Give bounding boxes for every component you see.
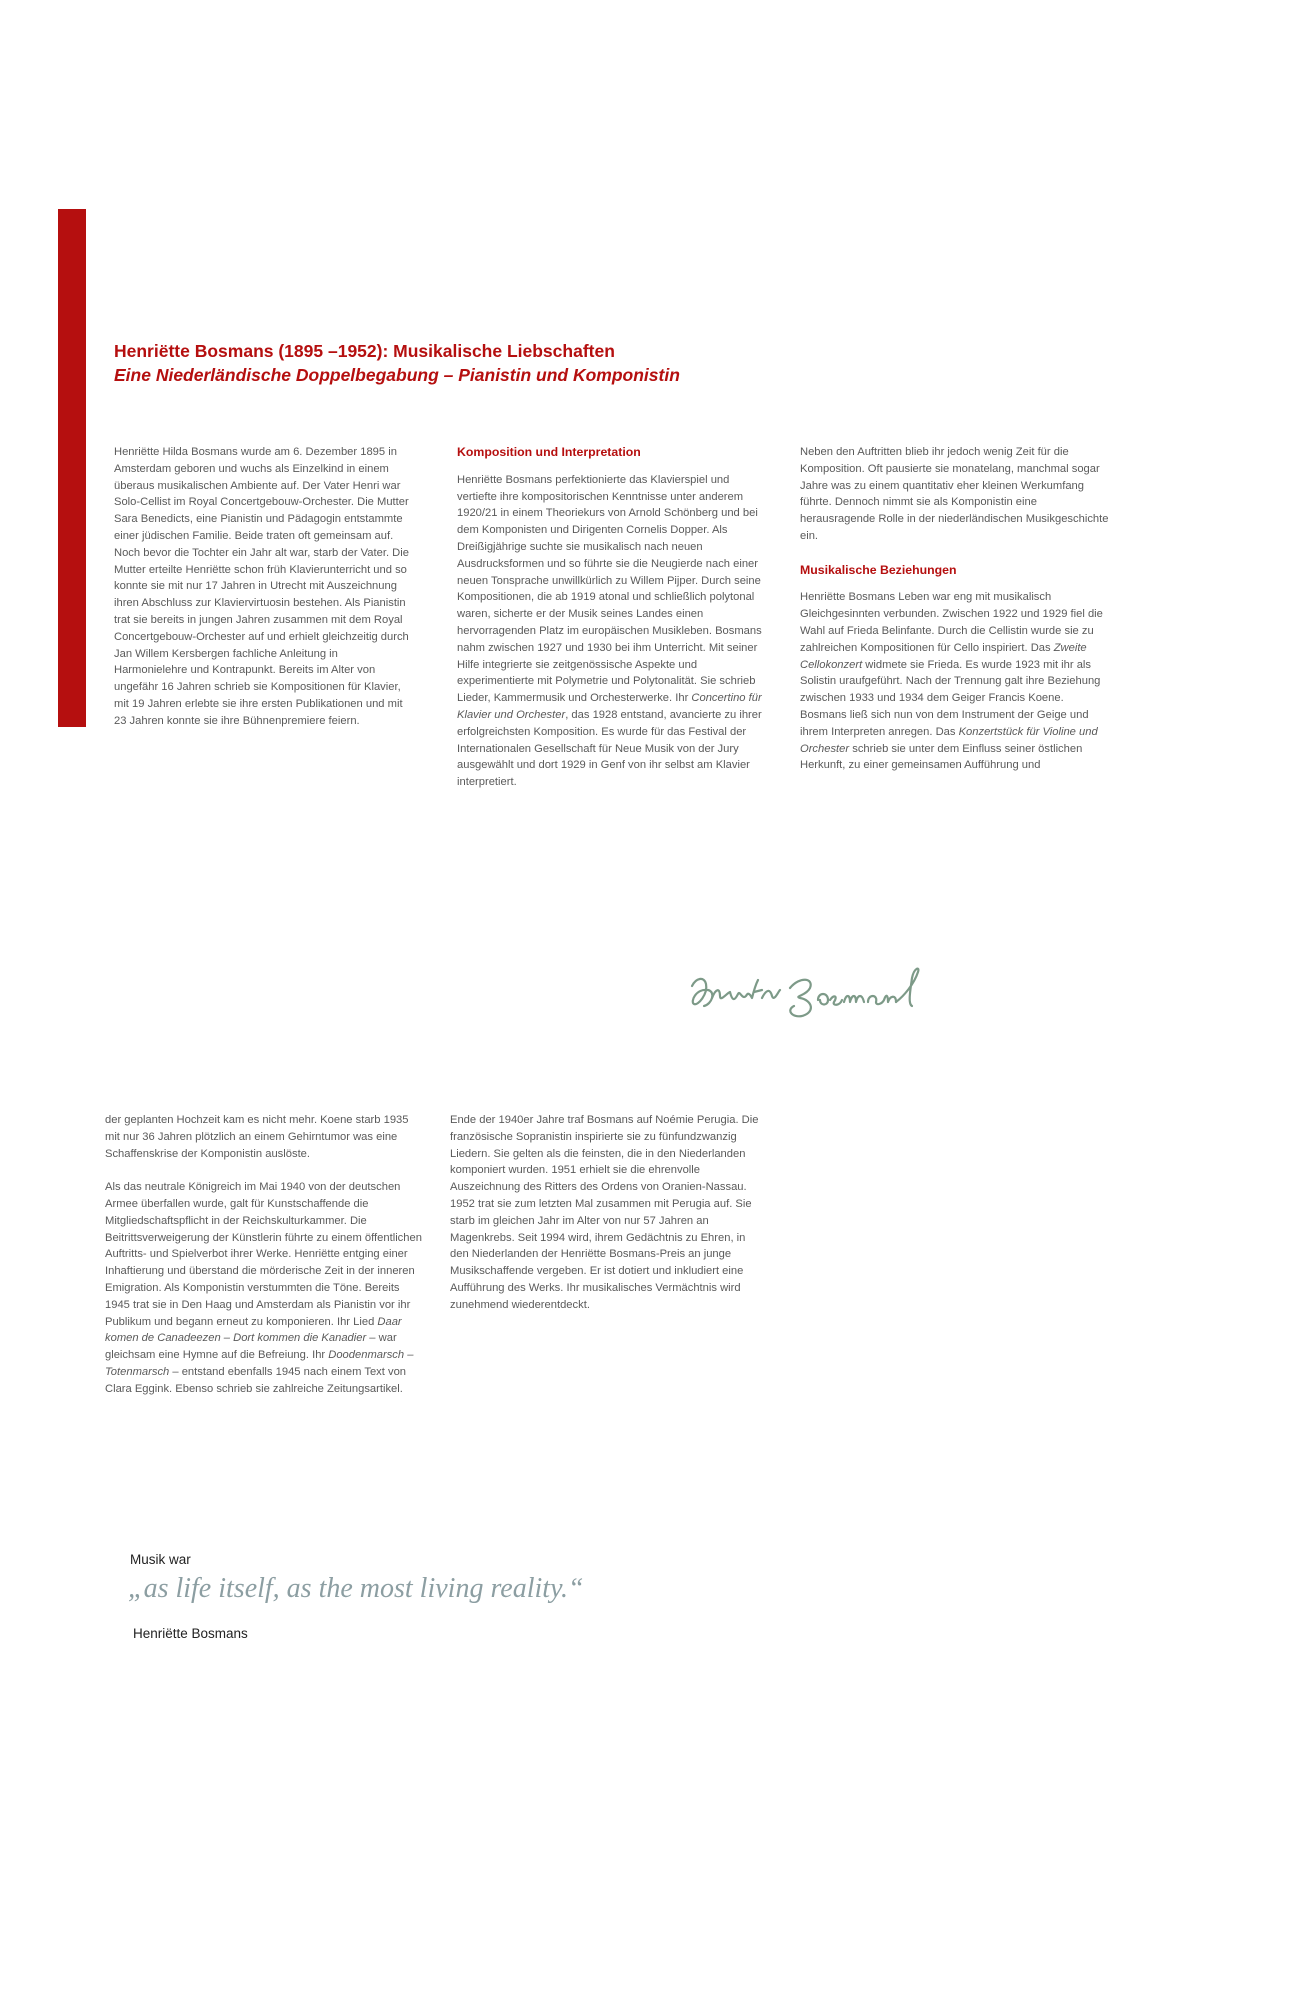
paragraph: Neben den Auftritten blieb ihr jedoch wenig Zeit für die Komposition. Oft pausierte sie monatelang, manchmal sogar Jahre was zu einem quantitativ eher kleinen Werkumfang führte. Dennoch nimmt sie als Komponistin eine herausragende Rolle in der niederländischen Musikgeschichte ein.	[800, 446, 1109, 542]
quote-text: „as life itself, as the most living reality.“	[128, 1573, 584, 1604]
text-column-3	[800, 444, 1110, 774]
accent-bar	[58, 209, 86, 727]
text-column-5	[450, 1112, 760, 1314]
quote-lead: Musik war	[130, 1552, 191, 1567]
text-column-4	[105, 1112, 423, 1398]
paragraph: Henriëtte Hilda Bosmans wurde am 6. Dezember 1895 in Amsterdam geboren und wuchs als Einzelkind in einem überaus musikalischen Ambiente auf. Der Vater Henri war Solo-Cellist im Royal Concertgebouw-Orchester. Die Mutter Sara Benedicts, eine Pianistin und Pädagogin entstammte einer jüdischen Familie. Beide traten oft gemeinsam auf. Noch bevor die Tochter ein Jahr alt war, starb der Vater. Die Mutter erteilte Henriëtte schon früh Klavierunterricht und so konnte sie mit nur 17 Jahren in Utrecht mit Auszeichnung ihren Abschluss zur Klaviervirtuosin bestehen. Als Pianistin trat sie bereits in jungen Jahren zusammen mit dem Royal Concertgebouw-Orchester auf und erhielt gleichzeitig durch Jan Willem Kersbergen fachliche Anleitung in Harmonielehre und Kontrapunkt. Bereits im Alter von ungefähr 16 Jahren schrieb sie Kompositionen für Klavier, mit 19 Jahren erlebte sie ihre ersten Publikationen und mit 23 Jahren konnte sie ihre Bühnenpremiere feiern.	[114, 446, 409, 727]
text-column-1	[114, 444, 414, 730]
paragraph: Als das neutrale Königreich im Mai 1940 von der deutschen Armee überfallen wurde, galt für Kunstschaffende die Mitgliedschaftspflicht in der Reichskulturkammer. Die Beitrittsverweigerung der Künstlerin führte zu einem öffentlichen Auftritts- und Spielverbot ihrer Werke. Henriëtte entging einer Inhaftierung und überstand die mörderische Zeit in der inneren Emigration. Als Komponistin verstummten die Töne. Bereits 1945 trat sie in Den Haag und Amsterdam als Pianistin vor ihr Publikum und begann erneut zu komponieren. Ihr Lied Daar komen de Canadeezen – Dort kommen die Kanadier – war gleichsam eine Hymne auf die Befreiung. Ihr Doodenmarsch – Totenmarsch – entstand ebenfalls 1945 nach einem Text von Clara Eggink. Ebenso schrieb sie zahlreiche Zeitungsartikel.	[105, 1181, 422, 1395]
signature-image	[682, 958, 962, 1030]
quote-author: Henriëtte Bosmans	[133, 1626, 248, 1641]
section-heading-relationships: Musikalische Beziehungen	[800, 562, 957, 577]
paragraph: Henriëtte Bosmans Leben war eng mit musikalisch Gleichgesinnten verbunden. Zwischen 1922 und 1929 fiel die Wahl auf Frieda Belinfante. Durch die Cellistin wurde sie zu zahlreichen Kompositionen für Cello inspiriert. Das Zweite Cellokonzert widmete sie Frieda. Es wurde 1923 mit ihr als Solistin uraufgeführt. Nach der Trennung galt ihre Beziehung zwischen 1933 und 1934 dem Geiger Francis Koene. Bosmans ließ sich nun von dem Instrument der Geige und ihrem Interpreten anregen. Das Konzertstück für Violine und Orchester schrieb sie unter dem Einfluss seiner östlichen Herkunft, zu einer gemeinsamen Aufführung und	[800, 591, 1103, 772]
paragraph: Ende der 1940er Jahre traf Bosmans auf Noémie Perugia. Die französische Sopranistin inspirierte sie zu fünfundzwanzig Liedern. Sie gelten als die feinsten, die in den Niederlanden komponiert wurden. 1951 erhielt sie die ehrenvolle Auszeichnung des Ritters des Ordens von Oranien-Nassau. 1952 trat sie zum letzten Mal zusammen mit Perugia auf. Sie starb im gleichen Jahr im Alter von nur 57 Jahren an Magenkrebs. Seit 1994 wird, ihrem Gedächtnis zu Ehren, in den Niederlanden der Henriëtte Bosmans-Preis an junge Musikschaffende vergeben. Er ist dotiert und inkludiert eine Aufführung des Werks. Ihr musikalisches Vermächtnis wird zunehmend wiederentdeckt.	[450, 1114, 759, 1311]
page-title: Henriëtte Bosmans (1895 –1952): Musikalische Liebschaften	[114, 341, 615, 361]
text-column-2	[457, 444, 767, 791]
paragraph: der geplanten Hochzeit kam es nicht mehr. Koene starb 1935 mit nur 36 Jahren plötzlich an einem Gehirntumor was eine Schaffenskrise der Komponistin auslöste.	[105, 1114, 409, 1160]
page-subtitle: Eine Niederländische Doppelbegabung – Pianistin und Komponistin	[114, 365, 680, 385]
section-heading-composition: Komposition und Interpretation	[457, 445, 641, 459]
paragraph: Henriëtte Bosmans perfektionierte das Klavierspiel und vertiefte ihre kompositorischen Kenntnisse unter anderem 1920/21 in einem Theoriekurs von Arnold Schönberg und bei dem Komponisten und Dirigenten Cornelis Dopper. Als Dreißigjährige suchte sie musikalisch nach neuen Ausdrucksformen und so führte sie die Neugierde nach einer neuen Tonsprache unwillkürlich zu Willem Pijper. Durch seine Kompositionen, die ab 1919 atonal und schließlich polytonal waren, sicherte er der Musik seines Landes einen hervorragenden Platz im europäischen Musikleben. Bosmans nahm zwischen 1927 und 1930 bei ihm Unterricht. Mit seiner Hilfe integrierte sie zeitgenössische Aspekte und experimentierte mit Polymetrie und Polytonalität. Sie schrieb Lieder, Kammermusik und Orchesterwerke. Ihr Concertino für Klavier und Orchester, das 1928 entstand, avancierte zu ihrer erfolgreichsten Komposition. Es wurde für das Festival der Internationalen Gesellschaft für Neue Musik von der Jury ausgewählt und dort 1929 in Genf von ihr selbst am Klavier interpretiert.	[457, 473, 762, 789]
